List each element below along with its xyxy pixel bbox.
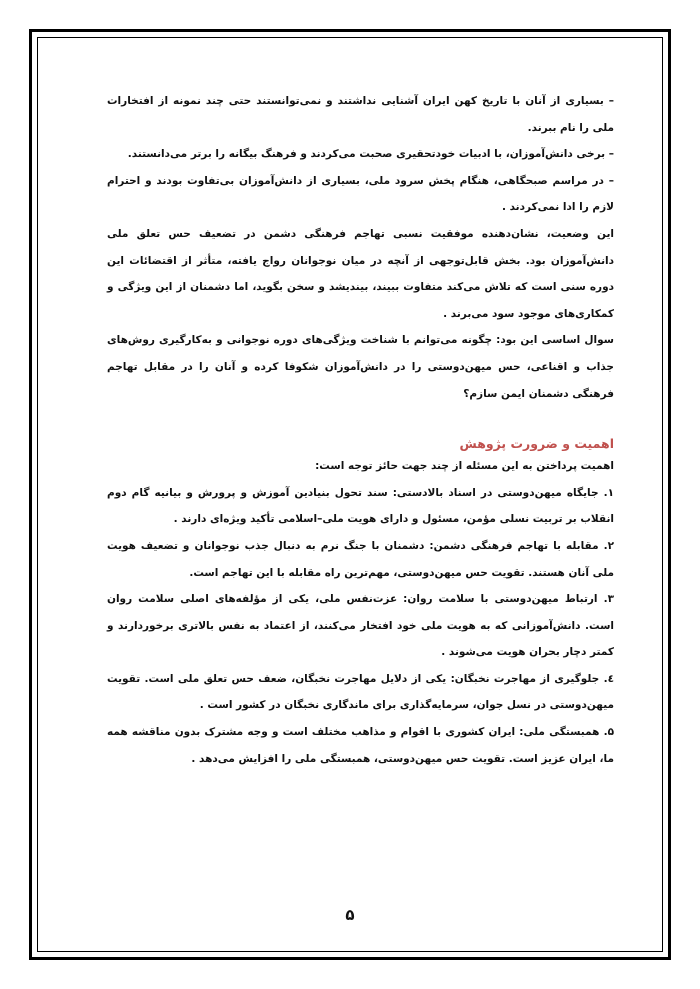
list-item: ۵. همبستگی ملی: ایران کشوری با اقوام و مذاهب مختلف است و وجه مشترک بدون مناقشه همه ما، ایران عزیز است. تقویت حس میهن‌دوستی، همبستگی ملی را افزایش می‌دهد . bbox=[107, 726, 614, 765]
section-intro: اهمیت پرداختن به این مسئله از چند جهت حائز توجه است: bbox=[315, 460, 614, 473]
section-heading: اهمیت و ضرورت پژوهش bbox=[459, 436, 614, 452]
paragraph: این وضعیت، نشان‌دهنده موفقیت نسبی تهاجم فرهنگی دشمن در تضعیف حس تعلق ملی دانش‌آموزان بود. بخش قابل‌توجهی از آنچه در میان نوجوانان رواج یافته، متأثر از اقتضائات این دوره سنی است که تلاش می‌کند متفاوت ببیند، بیندیشد و سخن بگوید، اما دشمنان از این ویژگی و کمکاری‌های موجود سود می‌برند . bbox=[107, 227, 614, 320]
list-item: ۲. مقابله با تهاجم فرهنگی دشمن: دشمنان با جنگ نرم به دنبال جذب نوجوانان و تضعیف هویت ملی آنان هستند. تقویت حس میهن‌دوستی، مهم‌ترین راه مقابله با این تهاجم است. bbox=[107, 539, 614, 579]
list-item: ٤. جلوگیری از مهاجرت نخبگان: یکی از دلایل مهاجرت نخبگان، ضعف حس تعلق ملی است. تقویت میهن‌دوستی در نسل جوان، سرمایه‌گذاری برای ماندگاری نخبگان در کشور است . bbox=[107, 672, 614, 712]
document-body bbox=[107, 88, 614, 772]
list-item: ۱. جایگاه میهن‌دوستی در اسناد بالادستی: سند تحول بنیادین آموزش و پرورش و بیانیه گام دوم انقلاب بر تربیت نسلی مؤمن، مسئول و دارای هویت ملی–اسلامی تأکید ویژه‌ای دارند . bbox=[107, 486, 614, 526]
page-number: ۵ bbox=[345, 906, 355, 924]
paragraph: – برخی دانش‌آموزان، با ادبیات خودتحقیری صحبت می‌کردند و فرهنگ بیگانه را برتر می‌دانستند. bbox=[127, 148, 614, 161]
paragraph: سوال اساسی این بود: چگونه می‌توانم با شناخت ویژگی‌های دوره نوجوانی و به‌کارگیری روش‌های جذاب و اقناعی، حس میهن‌دوستی را در دانش‌آموزان شکوفا کرده و آنان را در مقابل تهاجم فرهنگی دشمنان ایمن سازم؟ bbox=[107, 334, 614, 400]
list-item: ۳. ارتباط میهن‌دوستی با سلامت روان: عزت‌نفس ملی، یکی از مؤلفه‌های اصلی سلامت روان است. دانش‌آموزانی که به هویت ملی خود افتخار می‌کنند، از اعتماد به نفس بالاتری برخوردارند و کمتر دچار بحران هویت می‌شوند . bbox=[107, 593, 614, 659]
paragraph: – در مراسم صبحگاهی، هنگام پخش سرود ملی، بسیاری از دانش‌آموزان بی‌تفاوت بودند و احترام لازم را ادا نمی‌کردند . bbox=[107, 174, 614, 214]
paragraph: – بسیاری از آنان با تاریخ کهن ایران آشنایی نداشتند و نمی‌توانستند حتی چند نمونه از افتخارات ملی را نام ببرند. bbox=[107, 95, 614, 134]
